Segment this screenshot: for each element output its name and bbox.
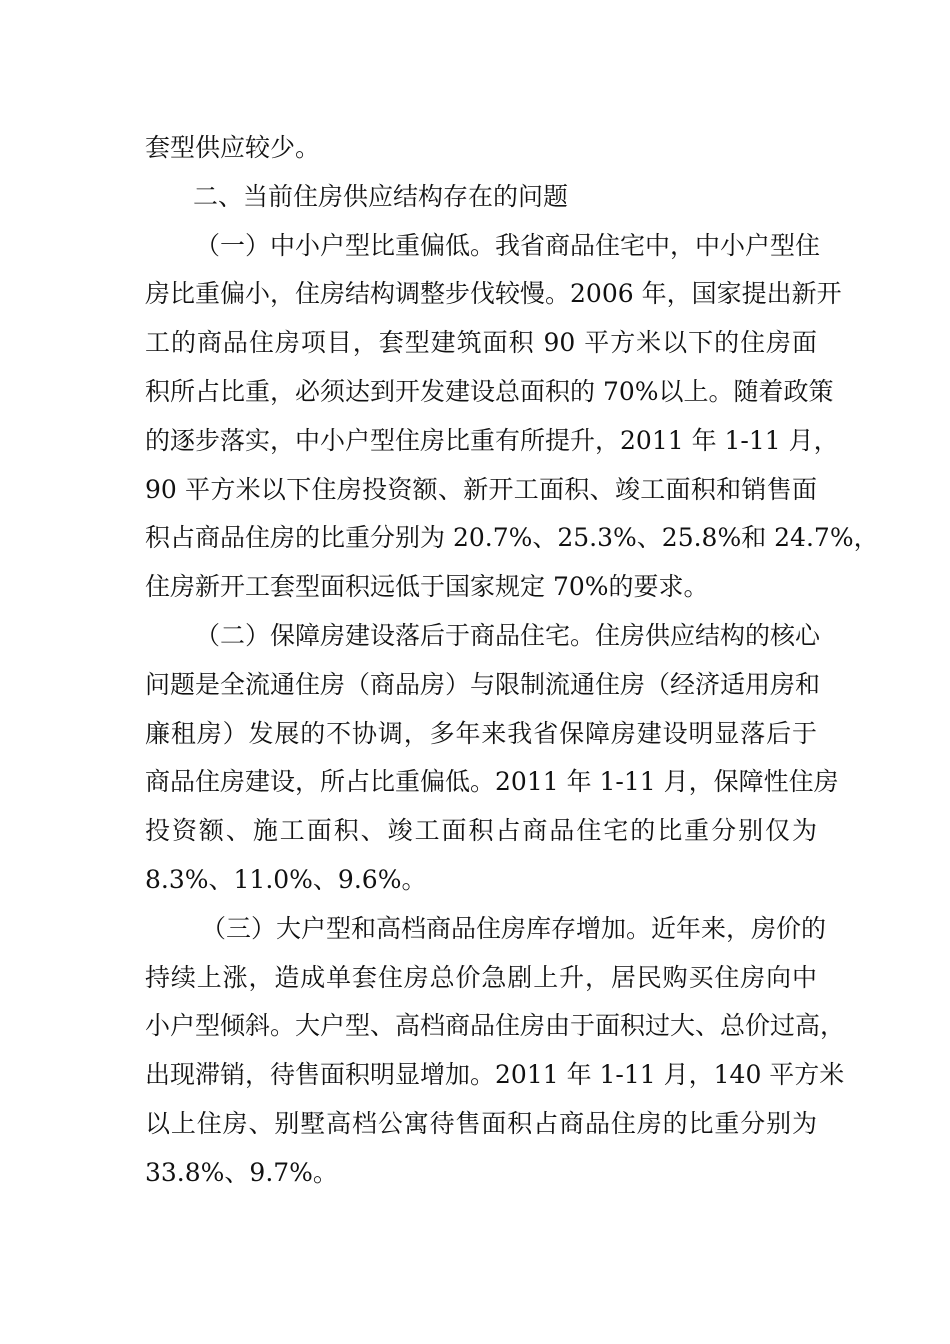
paragraph-line: 工的商品住房项目，套型建筑面积 90 平方米以下的住房面 [145,328,817,358]
paragraph-line: 持续上涨，造成单套住房总价急剧上升，居民购买住房向中 [145,962,817,992]
paragraph-line: 出现滞销，待售面积明显增加。2011 年 1-11 月，140 平方米 [145,1060,845,1090]
paragraph-line: 投资额、施工面积、竣工面积占商品住宅的比重分别仅为 [145,816,817,846]
paragraph-line: （一）中小户型比重偏低。我省商品住宅中，中小户型住 [195,230,821,260]
paragraph-line: 积所占比重，必须达到开发建设总面积的 70%以上。随着政策 [145,376,834,406]
document-body [145,124,879,1198]
paragraph-line: 积占商品住房的比重分别为 20.7%、25.3%、25.8%和 24.7%， [145,523,879,553]
paragraph-line: 问题是全流通住房（商品房）与限制流通住房（经济适用房和 [145,669,821,699]
paragraph-line: 小户型倾斜。大户型、高档商品住房由于面积过大、总价过高， [145,1011,846,1041]
paragraph-line: 33.8%、9.7%。 [145,1157,338,1187]
paragraph-line: 套型供应较少。 [145,133,321,162]
section-heading: 二、当前住房供应结构存在的问题 [193,181,569,211]
paragraph-line: 房比重偏小，住房结构调整步伐较慢。2006 年，国家提出新开 [145,279,842,309]
paragraph-line: 以上住房、别墅高档公寓待售面积占商品住房的比重分别为 [145,1108,817,1138]
paragraph-line: 商品住房建设，所占比重偏低。2011 年 1-11 月，保障性住房 [145,767,839,797]
paragraph-line: 90 平方米以下住房投资额、新开工面积、竣工面积和销售面 [145,474,817,504]
paragraph-line: 廉租房）发展的不协调，多年来我省保障房建设明显落后于 [145,718,817,748]
paragraph-line: 的逐步落实，中小户型住房比重有所提升，2011 年 1-11 月， [145,425,839,455]
paragraph-line: 8.3%、11.0%、9.6%。 [145,864,427,894]
paragraph-line: 住房新开工套型面积远低于国家规定 70%的要求。 [145,572,709,602]
paragraph-line: （三）大户型和高档商品住房库存增加。近年来，房价的 [201,913,827,943]
paragraph-line: （二）保障房建设落后于商品住宅。住房供应结构的核心 [195,620,821,650]
